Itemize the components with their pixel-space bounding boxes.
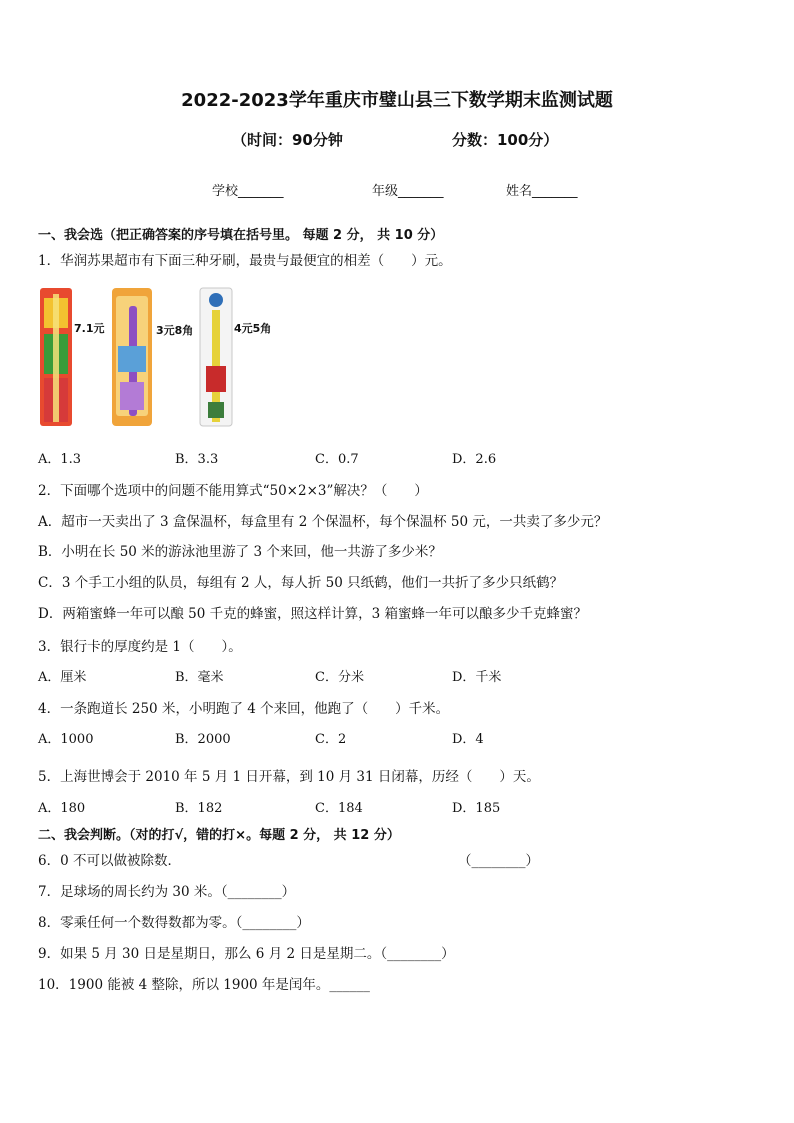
question-4: 4．一条跑道长 250 米，小明跑了 4 个来回，他跑了（ ）千米。 (38, 701, 450, 717)
q5-option-b: B．182 (175, 801, 223, 816)
question-7: 7．足球场的周长约为 30 米。（________） (38, 884, 296, 900)
q1-option-b: B．3.3 (175, 452, 219, 467)
q3-option-b: B．毫米 (175, 670, 224, 685)
q1-option-d: D．2.6 (452, 452, 497, 467)
exam-time: （时间：90分钟 (232, 131, 343, 149)
question-2: 2．下面哪个选项中的问题不能用算式“50×2×3”解决？（ ） (38, 483, 428, 499)
price-label-2: 3元8角 (156, 324, 194, 337)
price-label-3: 4元5角 (234, 322, 272, 335)
question-1: 1．华润苏果超市有下面三种牙刷，最贵与最便宜的相差（ ）元。 (38, 253, 452, 269)
q2-option-d: D．两箱蜜蜂一年可以酿 50 千克的蜂蜜，照这样计算，3 箱蜜蜂一年可以酿多少千克蜂蜜？ (38, 606, 587, 622)
q4-option-b: B．2000 (175, 732, 231, 747)
q5-option-a: A．180 (38, 801, 86, 816)
question-5: 5．上海世博会于 2010 年 5 月 1 日开幕，到 10 月 31 日闭幕，历经（ ）天。 (38, 769, 540, 785)
q2-option-c: C．3 个手工小组的队员，每组有 2 人，每人折 50 只纸鹤，他们一共折了多少只纸鹤？ (38, 575, 564, 591)
question-6: 6．0 不可以做被除数． (38, 853, 181, 869)
q4-option-a: A．1000 (38, 732, 94, 747)
q5-option-d: D．185 (452, 801, 501, 816)
page-title: 2022-2023学年重庆市璧山县三下数学期末监测试题 (181, 90, 613, 111)
q3-option-c: C．分米 (315, 670, 364, 685)
section-heading-choice: 一、我会选（把正确答案的序号填在括号里。 每题 2 分， 共 10 分） (38, 228, 444, 243)
toothbrush-image-1 (38, 286, 74, 428)
exam-score: 分数：100分） (452, 131, 559, 149)
question-10: 10．1900 能被 4 整除，所以 1900 年是闰年。______ (38, 977, 370, 993)
q1-option-a: A．1.3 (38, 452, 82, 467)
name-field: 姓名_______ (506, 184, 578, 199)
question-3: 3．银行卡的厚度约是 1（ ）。 (38, 639, 242, 655)
q4-option-d: D．4 (452, 732, 484, 747)
q3-option-a: A．厘米 (38, 670, 87, 685)
section-heading-judge: 二、我会判断。（对的打√，错的打×。每题 2 分， 共 12 分） (38, 828, 400, 843)
question-9: 9．如果 5 月 30 日是星期日，那么 6 月 2 日是星期二。（________） (38, 946, 455, 962)
question-8: 8．零乘任何一个数得数都为零。（________） (38, 915, 310, 931)
q6-answer-blank: （________） (458, 853, 539, 869)
school-field: 学校_______ (212, 184, 284, 199)
q2-option-a: A．超市一天卖出了 3 盒保温杯，每盒里有 2 个保温杯，每个保温杯 50 元，一共卖了多少元？ (38, 514, 608, 530)
q3-option-d: D．千米 (452, 670, 502, 685)
toothbrush-image-2 (110, 286, 154, 428)
grade-field: 年级_______ (372, 184, 444, 199)
q5-option-c: C．184 (315, 801, 363, 816)
q2-option-b: B．小明在长 50 米的游泳池里游了 3 个来回，他一共游了多少米？ (38, 544, 442, 560)
q4-option-c: C．2 (315, 732, 347, 747)
toothbrush-image-3 (198, 286, 234, 428)
price-label-1: 7.1元 (74, 322, 105, 335)
q1-option-c: C．0.7 (315, 452, 359, 467)
